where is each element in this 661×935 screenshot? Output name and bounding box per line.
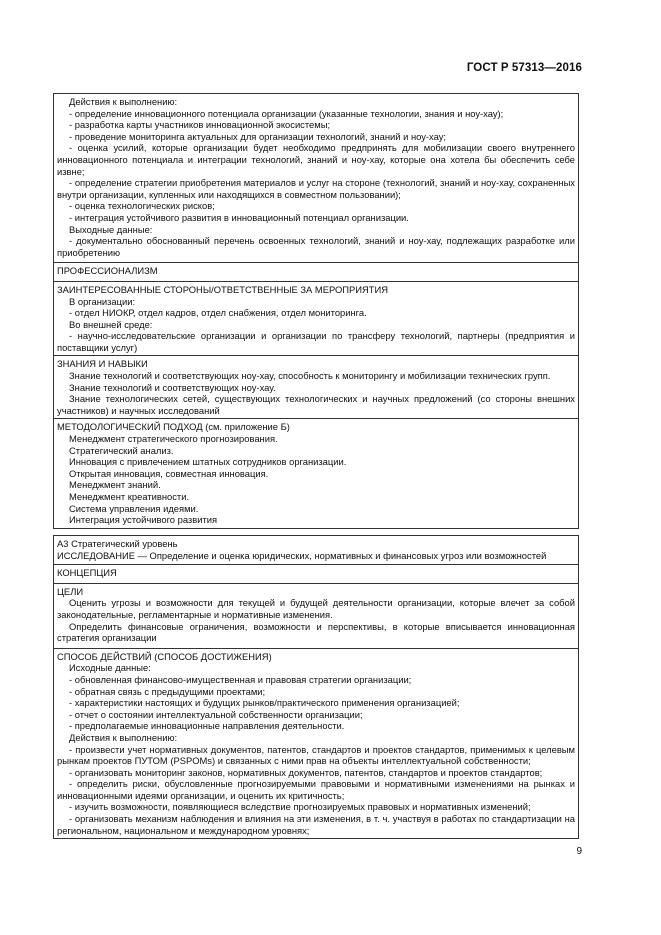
text-line: - определение стратегии приобретения материалов и услуг на стороне (технологий, знаний и ноу-хау, сохраненных внутри организации, купленных или находящихся в совместном пользовании);: [57, 177, 575, 200]
text-line: - предполагаемые инновационные направления деятельности.: [69, 720, 345, 732]
text-line: - определить риски, обусловленные прогнозируемыми правовыми и нормативными изменениями на рынках и инновационными идеями организации, и оценить их критичность;: [57, 778, 575, 801]
text-line: - интеграция устойчивого развития в инновационный потенциал организации.: [69, 211, 409, 223]
text-line: - организовать мониторинг законов, нормативных документов, патентов, стандартов и проектов стандартов;: [69, 766, 543, 778]
text-line: - проведение мониторинга актуальных для организации технологий, знаний и ноу-хау;: [69, 130, 447, 142]
text-line: - обратная связь с предыдущими проектами;: [69, 685, 266, 697]
text-line: Исходные данные:: [69, 662, 151, 674]
text-line: Менеджмент стратегического прогнозирования.: [69, 433, 278, 445]
section-title: ЗНАНИЯ И НАВЫКИ: [57, 358, 148, 370]
text-line: Знание технологий и соответствующих ноу-хау, способность к мониторингу и мобилизации технических групп.: [69, 370, 551, 382]
section-title: СПОСОБ ДЕЙСТВИЙ (СПОСОБ ДОСТИЖЕНИЯ): [57, 650, 272, 662]
text-line: Система управления идеями.: [69, 502, 199, 514]
text-line: - оценка усилий, которые организации будет необходимо предпринять для мобилизации своего внутреннего инновационного потенциала и интеграции технологий, знаний и ноу-хау, которые она хотела бы обеспечить себе извне;: [57, 142, 575, 177]
text-line: Оценить угрозы и возможности для текущей и будущей деятельности организации, которые влечет за собой законодательные, регламентарные и нормативные изменения.: [57, 597, 575, 620]
text-line: Менеджмент креативности.: [69, 491, 190, 502]
section-title: ПРОФЕССИОНАЛИЗМ: [57, 265, 158, 277]
text-line: Определить финансовые ограничения, возможности и перспективы, в которые вписывается инновационная стратегия организации: [57, 620, 575, 644]
text-line: Инновация с привлечением штатных сотрудников организации.: [69, 456, 347, 468]
text-line: Действия к выполнению:: [69, 731, 178, 743]
section-title: КОНЦЕПЦИЯ: [57, 567, 117, 579]
knowledge-block: [54, 356, 578, 419]
text-line: - отчет о состоянии интеллектуальной собственности организации;: [69, 708, 363, 720]
text-line: - обновленная финансово-имущественная и правовая стратегии организации;: [69, 673, 412, 685]
goals-block: [54, 584, 578, 649]
section-title: ЦЕЛИ: [57, 585, 84, 597]
text-line: В организации:: [69, 295, 136, 307]
actions-block: [54, 93, 578, 263]
text-line: - оценка технологических рисков;: [69, 200, 215, 212]
table-a3-strategic: [53, 535, 579, 839]
professionalism-row: [54, 263, 578, 282]
text-line: Действия к выполнению:: [69, 96, 178, 107]
text-line: Менеджмент знаний.: [69, 479, 161, 491]
text-line: - произвести учет нормативных документов, патентов, стандартов и проектов стандартов, применимых к целевым рынкам проектов ПУТОМ (PSPOMs) и связанных с ними прав на объекты интеллектуальной собственности;: [57, 743, 575, 767]
text-line: - организовать механизм наблюдения и влияния на эти изменения, в т. ч. участвуя в работах по стандартизации на региональном, национальном и международном уровнях;: [57, 813, 575, 836]
text-line: Знание технологических сетей, существующих технологических и научных предложений (со стороны внешних участников) и научных исследований: [57, 393, 575, 416]
table-continuation: [53, 93, 579, 529]
methodology-block: [54, 419, 578, 528]
level-label: А3 Стратегический уровень: [57, 538, 178, 549]
concept-row: [54, 565, 578, 584]
text-line: Знание технологий и соответствующих ноу-хау.: [69, 381, 276, 393]
text-line: Выходные данные:: [69, 223, 153, 235]
section-title: МЕТОДОЛОГИЧЕСКИЙ ПОДХОД (см. приложение Б): [57, 421, 290, 433]
text-line: - разработка карты участников инновационной экосистемы;: [69, 119, 331, 131]
text-line: - отдел НИОКР, отдел кадров, отдел снабжения, отдел мониторинга.: [69, 307, 367, 319]
section-title: ЗАИНТЕРЕСОВАННЫЕ СТОРОНЫ/ОТВЕТСТВЕННЫЕ ЗА МЕРОПРИЯТИЯ: [57, 283, 389, 295]
text-line: - документально обоснованный перечень освоенных технологий, знаний и ноу-хау, подлежащих разработке или приобретению: [57, 235, 575, 258]
document-standard-header: ГОСТ Р 57313—2016: [466, 62, 582, 74]
page-number: 9: [576, 846, 582, 857]
text-line: Стратегический анализ.: [69, 444, 174, 456]
stakeholders-block: [54, 282, 578, 357]
text-line: - характеристики настоящих и будущих рынков/практического применения организацией;: [69, 697, 460, 709]
method-block: [54, 649, 578, 840]
text-line: Во внешней среде:: [69, 318, 153, 330]
text-line: Открытая инновация, совместная инновация.: [69, 467, 269, 479]
text-line: - определение инновационного потенциала организации (указанные технологии, знания и ноу-хау);: [69, 107, 504, 119]
text-line: - изучить возможности, появляющиеся вследствие прогнозируемых правовых и нормативных изменений;: [69, 801, 531, 813]
text-line: Интеграция устойчивого развития: [69, 514, 218, 526]
text-line: - научно-исследовательские организации и организации по трансферу технологий, партнеры (предприятия и поставщики услуг): [57, 330, 575, 353]
table-title: ИССЛЕДОВАНИЕ — Определение и оценка юридических, нормативных и финансовых угроз или возможностей: [57, 549, 547, 561]
table-header: [54, 535, 578, 565]
